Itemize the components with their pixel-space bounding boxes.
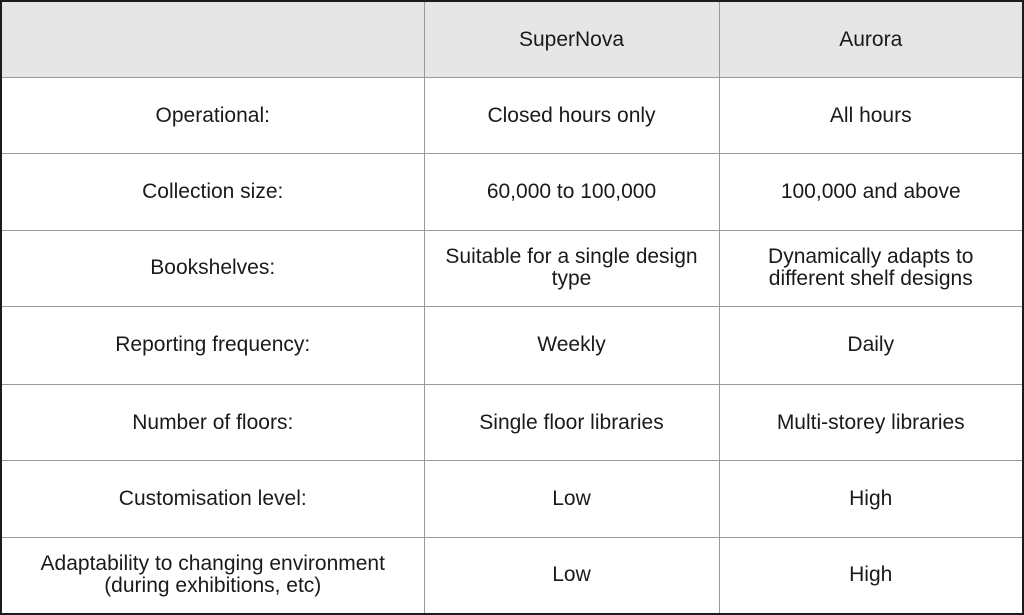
table-row [2,230,1022,306]
table-row [2,154,1022,230]
table-row [2,537,1022,613]
header-cell-supernova: SuperNova [424,2,719,78]
comparison-table [2,2,1022,613]
row-label: Number of floors: [2,385,424,461]
row-label: Reporting frequency: [2,306,424,384]
table-row [2,78,1022,154]
supernova-cell: Weekly [424,306,719,384]
aurora-cell: High [719,537,1022,613]
aurora-cell: Dynamically adapts to different shelf designs [719,230,1022,306]
table-row [2,306,1022,384]
row-label: Customisation level: [2,461,424,537]
supernova-cell: Single floor libraries [424,385,719,461]
supernova-cell: Low [424,537,719,613]
aurora-cell: 100,000 and above [719,154,1022,230]
table-row [2,385,1022,461]
aurora-cell: Multi-storey libraries [719,385,1022,461]
row-label: Operational: [2,78,424,154]
supernova-cell: 60,000 to 100,000 [424,154,719,230]
supernova-cell: Low [424,461,719,537]
aurora-cell: Daily [719,306,1022,384]
supernova-cell: Closed hours only [424,78,719,154]
row-label: Adaptability to changing environment (during exhibitions, etc) [2,537,424,613]
row-label: Bookshelves: [2,230,424,306]
table-row [2,461,1022,537]
aurora-cell: High [719,461,1022,537]
header-cell-aurora: Aurora [719,2,1022,78]
header-cell-feature [2,2,424,78]
aurora-cell: All hours [719,78,1022,154]
supernova-cell: Suitable for a single design type [424,230,719,306]
header-row [2,2,1022,78]
row-label: Collection size: [2,154,424,230]
